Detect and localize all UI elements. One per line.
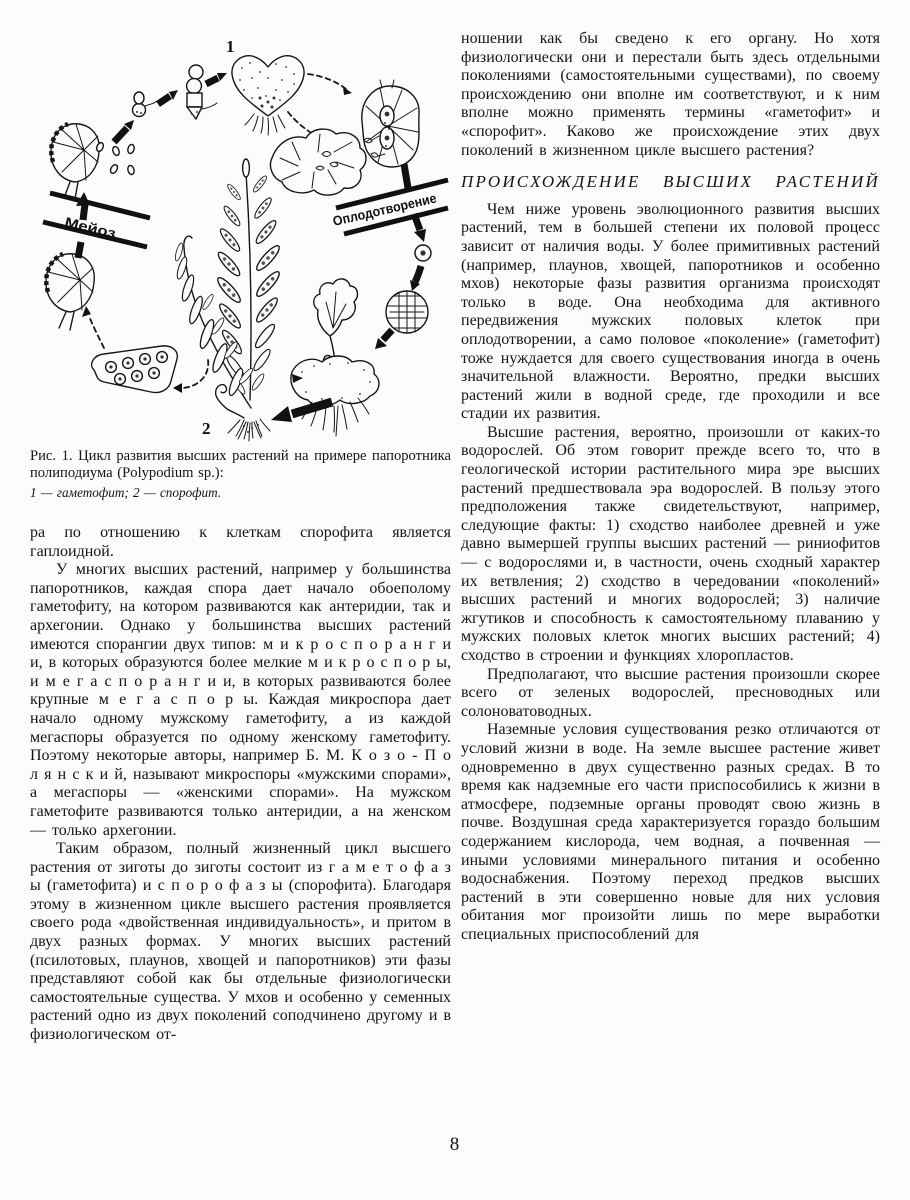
- spores: [95, 142, 135, 176]
- left-column: [30, 30, 451, 1045]
- arrow-growth-2: [206, 73, 227, 84]
- gametophyte-heart: [232, 56, 304, 135]
- meiosis-banner: [43, 193, 150, 247]
- young-prothallus: [187, 65, 217, 119]
- figure-caption: Рис. 1. Цикл развития высших растений на примере папоротника полиподиума (Polypodium sp.):: [30, 448, 451, 481]
- meiosis-banner-label: Мейоз: [63, 214, 108, 239]
- right-continuation-paragraph: ношении как бы сведено к его органу. Но хотя физиологически они и перестали быть здесь отдельными поколениями (самостоятельными существами), по своему происхождению они вполне им соответствуют, и к ним вполне можно применять термины «гаметофит» и «спорофит». Каково же происхождение этих двух поколений в жизненном цикле высшего растения?: [461, 30, 880, 159]
- arrow-zygote-embryo: [410, 266, 421, 291]
- dashed-arrow-leaf-sporangium: [82, 306, 104, 348]
- right-column: [461, 30, 880, 945]
- left-continuation-paragraph: ра по отношению к клеткам спорофита является гаплоидной.: [30, 524, 451, 560]
- right-paragraph-3: Предполагают, что высшие растения произошли скорее всего от зеленых водорослей, пресноводных или солоноватоводных.: [461, 665, 880, 720]
- left-paragraph-2: Таким образом, полный жизненный цикл высшего растения от зиготы до зиготы состоит из г а м е т о ф а з ы (гаметофита) и с п о р о ф а з ы (спорофита). Благодаря этому в жизненном цикле высшего растения проявляется своего рода «двойственная индивидуальность», и притом в двух разных формах. У многих высших растений (псилотовых, плаунов, хвощей и папоротников) эти фазы представляют собой как бы отдельные физиологически самостоятельные существа. У мхов и особенно у семенных растений одно из двух поколений соподчинено другому и в физиологическом от-: [30, 840, 451, 1044]
- dashed-arrow-to-archegonium: [308, 74, 352, 95]
- gametophyte-number-label: 1: [226, 37, 235, 56]
- leaf-with-sori: [92, 346, 178, 393]
- figure-caption-legend: 1 — гаметофит; 2 — спорофит.: [30, 485, 222, 500]
- section-heading: ПРОИСХОЖДЕНИЕ ВЫСШИХ РАСТЕНИЙ: [461, 172, 880, 192]
- right-paragraph-4: Наземные условия существования резко отличаются от условий жизни в воде. На земле высшее растение живет одновременно в двух существенно разных средах. В то время как надземные его части приспособились к жизни в атмосфере, подземные органы проводят свою жизнь в почве. Воздушная среда характеризуется гораздо большим содержанием кислорода, чем водная, а почвенная — иными условиями минерального питания и особенно водоснабжения. Поэтому переход предков высших растений в эти совершенно новые для них условия обитания мог произойти лишь по мере выработки специальных приспособлений для: [461, 721, 880, 943]
- fern-life-cycle-drawing: [30, 30, 450, 442]
- arrow-germination: [114, 120, 134, 142]
- dashed-arrow-fern-leaf: [173, 360, 208, 393]
- left-paragraph-1: У многих высших растений, например у большинства папоротников, каждая спора дает начало обоеполому гаметофиту, на котором развиваются как антеридии, так и архегонии. Однако у большинства высших растений имеются спорангии двух типов: м и к р о с п о р а н г и и, в которых образуются более мелкие м и к р о с п о р ы, и м е г а с п о р а н г и и, в которых развиваются более крупные м е г а с п о р ы. Каждая микроспора дает начало одному мужскому гаметофиту, а из каждой мегаспоры образуется по одному женскому гаметофиту. Поэтому некоторые авторы, например Б. М. К о з о - П о л я н с к и й, называют микроспоры «мужскими спорами», а мегаспоры — «женскими спорами». На мужском гаметофите развиваются только антеридии, а на женском — только архегонии.: [30, 561, 451, 839]
- adult-fern: [174, 159, 282, 441]
- page-number: 8: [449, 1134, 461, 1155]
- embryo-cell-mass: [386, 291, 428, 333]
- sporophyte-number-label: 2: [202, 419, 211, 438]
- sporangium-open: [51, 124, 99, 199]
- right-paragraph-1: Чем ниже уровень эволюционного развития высших растений, тем в большей степени их половой процесс зависит от наличия воды. У более примитивных растений (например, плаунов, хвощей, папоротников и особенно мхов) некоторые фазы развития организма происходят только в воде. Она необходима для активного передвижения мужских половых клеток при оплодотворении, а само половое «поколение» (гаметофит) тоже нуждается для своего существования иногда в очень значительной влажности. Вероятно, предки высших растений жили в водной среде, где проходили и все стадии их развития.: [461, 200, 880, 423]
- figure-fern-life-cycle: [30, 30, 450, 442]
- arrow-growth-1: [158, 90, 178, 104]
- fertilization-banner-label: Оплодотворение: [331, 188, 447, 229]
- arrow-embryo-sporophyte: [375, 330, 392, 349]
- zygote: [415, 245, 431, 261]
- right-paragraph-2: Высшие растения, вероятно, произошли от каких-то водорослей. Об этом говорит прежде всего то, что в геологической истории растительного мира эре высших растений предшествовала эра водорослей. В пользу этого предположения также свидетельствуют, например, следующие факты: 1) сходство наиболее древней и уже давно вымершей группы высших растений — риниофитов — с водорослями и, в частности, очень сходный характер их ветвления; 2) сходство в чередовании «поколений» высших растений и многих водорослей; 3) наличие жгутиков и способность к самостоятельному плаванию у мужских половых клеток многих высших растений; 4) сходство в строении и функциях хлоропластов.: [461, 423, 880, 664]
- germinating-spore: [133, 92, 158, 117]
- sporangium-closed: [46, 254, 94, 330]
- archegonium-section: [362, 80, 419, 167]
